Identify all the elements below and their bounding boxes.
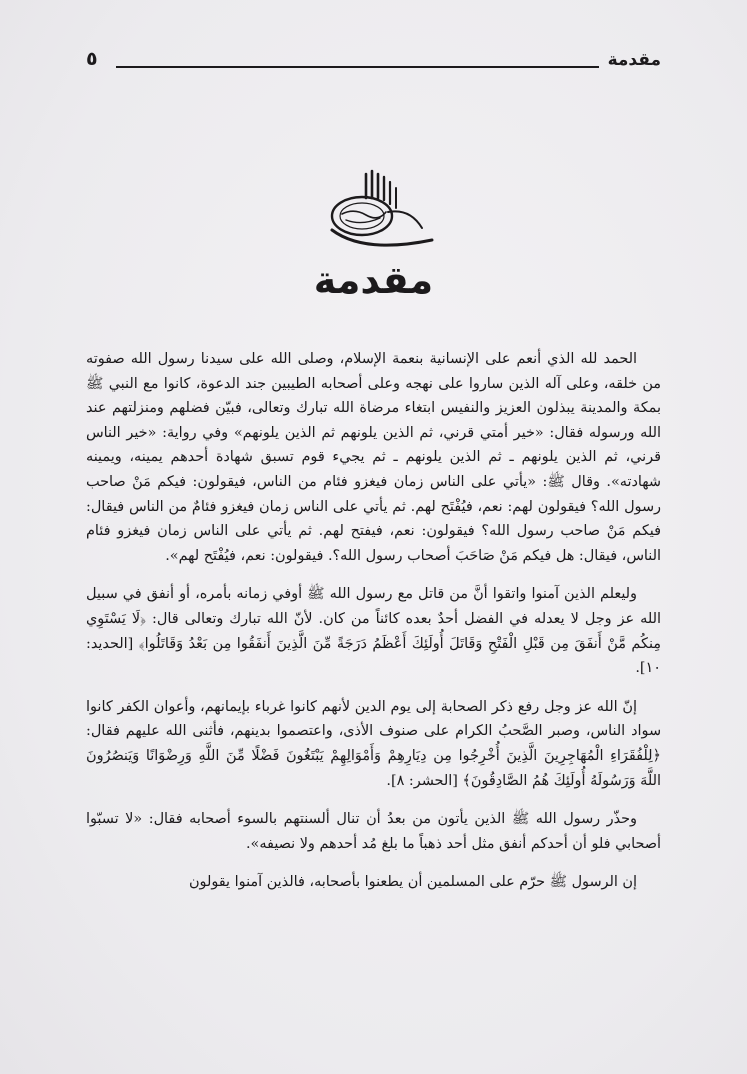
basmala-calligraphy-icon xyxy=(314,168,444,250)
paragraph: الحمد لله الذي أنعم على الإنسانية بنعمة الإسلام، وصلى الله على سيدنا رسول الله صفوته من خلقه، وعلى آله الذين ساروا على نهجه وعلى أصحابه الطيبين جند الدعوة، كانوا مع النبي ﷺ بمكة والمدينة يبذلون العزيز والنفيس ابتغاء مرضاة الله تبارك وتعالى، فبيّن فضلهم ومنزلتهم عند الله ورسوله فقال: «خير أمتي قرني، ثم الذين يلونهم ثم الذين يلونهم» وفي رواية: «خير الناس قرني، ثم الذين يلونهم ـ ثم الذين يلونهم ـ ثم يجيء قوم تسبق شهادة أحدهم يمينه، ويمينه شهادته». وقال ﷺ: «يأتي على الناس زمان فيغزو فئام من الناس، فيقولون: فيكم مَنْ صاحب رسول الله؟ فيقولون لهم: نعم، فيُفْتَح لهم. ثم يأتي على الناس زمان فيغزو فئامٌ من الناس فيقال: فيكم مَنْ صاحب رسول الله؟ فيقولون: نعم، فيفتح لهم. ثم يأتي على الناس زمان فيغزو فئام الناس، فيقال: هل فيكم مَنْ صَاحَبَ أصحاب رسول الله؟. فيقولون: نعم، فيُفْتَح لهم». xyxy=(86,351,661,564)
chapter-title: مقدمة xyxy=(313,258,434,302)
paragraph: إن الرسول ﷺ حرّم على المسلمين أن يطعنوا بأصحابه، فالذين آمنوا يقولون xyxy=(188,874,637,891)
paragraph: وليعلم الذين آمنوا واتقوا أنَّ من قاتل مع رسول الله ﷺ أوفي زمانه بأمره، أو أنفق في سبيل الله عز وجل لا يعدله في الفضل أحدٌ بعده كائناً من كان. لأنّ الله تبارك وتعالى قال: ﴿لَا يَسْتَوِي مِنكُم مَّنْ أَنفَقَ مِن قَبْلِ الْفَتْحِ وَقَاتَلَ أُولَئِكَ أَعْظَمُ دَرَجَةً مِّنَ الَّذِينَ أَنفَقُوا مِن بَعْدُ وَقَاتَلُوا﴾ [الحديد: ١٠]. xyxy=(86,586,661,677)
body-text xyxy=(86,347,661,909)
running-header xyxy=(86,48,661,78)
paragraph: إنّ الله عز وجل رفع ذكر الصحابة إلى يوم الدين لأنهم كانوا غرباء بإيمانهم، وأعوان الكفر كانوا سواد الناس، وصبر الصَّحبُ الكرام على صنوف الأذى، واعتصموا بدينهم، فأثنى الله عليهم فقال: ﴿لِلْفُقَرَاءِ الْمُهَاجِرِينَ الَّذِينَ أُخْرِجُوا مِن دِيَارِهِمْ وَأَمْوَالِهِمْ يَبْتَغُونَ فَضْلًا مِّنَ اللَّهِ وَرِضْوَانًا وَيَنصُرُونَ اللَّهَ وَرَسُولَهُ أُولَئِكَ هُمُ الصَّادِقُونَ﴾ [الحشر: ٨]. xyxy=(86,698,661,789)
page-number: ٥ xyxy=(86,48,98,70)
paragraph: وحذّر رسول الله ﷺ الذين يأتون من بعدُ أن تنال ألسنتهم بالسوء أصحابه فقال: «لا تسبّوا أصحابي فلو أن أحدكم أنفق مثل أحد ذهباً ما بلغ مُد أحدهم ولا نصيفه». xyxy=(86,811,661,852)
header-rule xyxy=(116,66,599,68)
running-header-title: مقدمة xyxy=(607,50,661,70)
